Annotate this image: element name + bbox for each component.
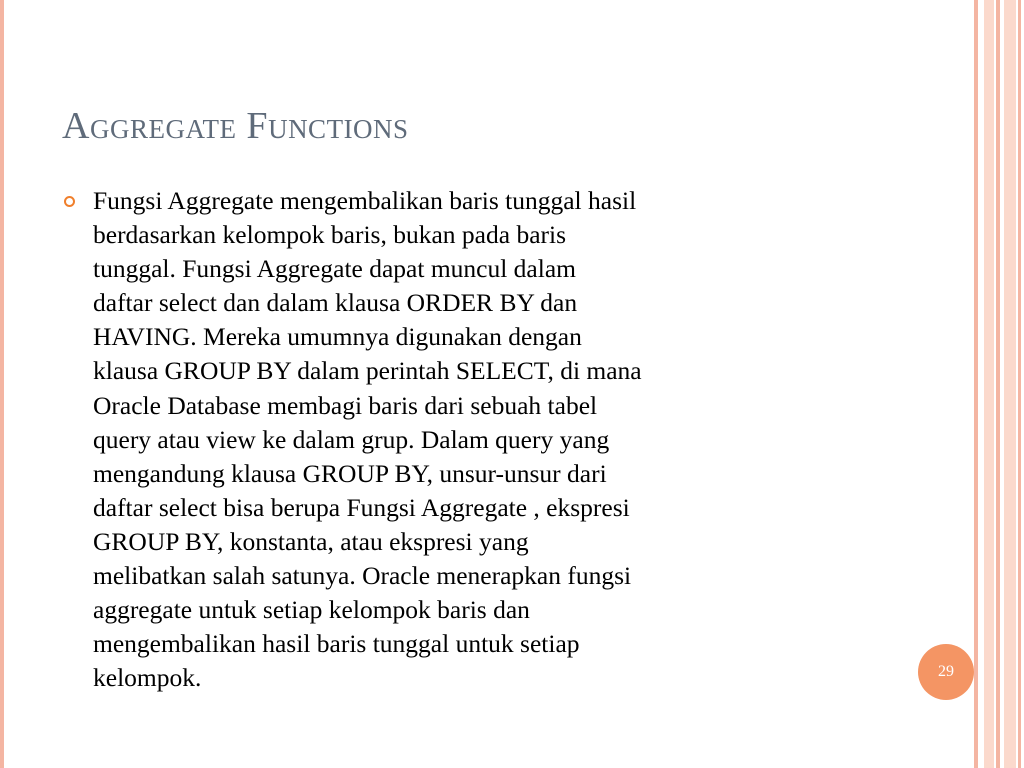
text-line: berdasarkan kelompok baris, bukan pada baris xyxy=(93,220,567,250)
text-line: GROUP BY, konstanta, atau ekspresi yang xyxy=(93,526,529,556)
page-number: 29 xyxy=(938,663,954,680)
slide-title: Aggregate Functions xyxy=(62,105,409,147)
text-line: Fungsi Aggregate mengembalikan baris tunggal hasil xyxy=(93,186,637,215)
text-line: query atau view ke dalam grup. Dalam query yang xyxy=(93,424,610,454)
text-line: HAVING. Mereka umumnya digunakan dengan xyxy=(93,322,582,352)
text-line: daftar select bisa berupa Fungsi Aggregate , ekspresi xyxy=(93,492,630,522)
text-line: mengandung klausa GROUP BY, unsur-unsur dari xyxy=(93,458,607,488)
decorative-stripes xyxy=(978,0,1024,768)
stripe xyxy=(984,0,994,768)
text-line: aggregate untuk setiap kelompok baris dan xyxy=(93,595,530,625)
stripe xyxy=(1004,0,1016,768)
slide-content xyxy=(62,184,892,695)
text-line: daftar select dan dalam klausa ORDER BY dan xyxy=(93,288,578,318)
hollow-circle-bullet-icon xyxy=(64,196,75,207)
stripe xyxy=(1018,0,1021,768)
stripe xyxy=(996,0,1000,768)
text-line: mengembalikan hasil baris tunggal untuk setiap xyxy=(93,629,580,659)
bullet-text xyxy=(93,184,893,695)
text-line: melibatkan salah satunya. Oracle menerapkan fungsi xyxy=(93,561,632,591)
bullet-item xyxy=(62,184,892,695)
text-line: Oracle Database membagi baris dari sebuah tabel xyxy=(93,390,598,420)
text-line: klausa GROUP BY dalam perintah SELECT, di mana xyxy=(93,356,642,386)
text-line: tunggal. Fungsi Aggregate dapat muncul dalam xyxy=(93,254,576,284)
text-line: kelompok. xyxy=(93,663,202,693)
page-number-badge xyxy=(918,644,974,700)
